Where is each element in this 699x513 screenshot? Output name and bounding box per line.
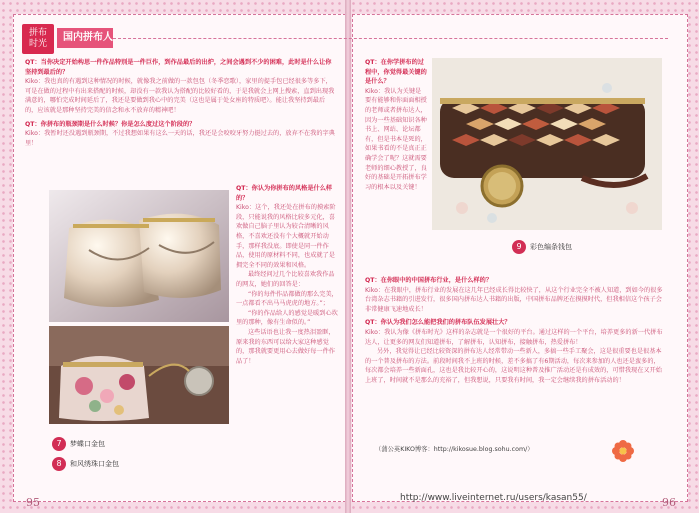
question-6: QT：你认为我们怎么能把我们的拼布队伍发展壮大？ [365,319,511,327]
caption-8 [52,457,119,471]
answer-6-b: 另外，我觉得让已经比较资深的拼布达人经常带动一些新人，多搞一些手工聚会，这是很重要也是很基本的一个普及拼布的方法。前段时间我不上班的时候，差不多搞了有6期活动，每次来参加的人也还是蛮多的，每次都会培养一些新面孔，这也是我比较开心的，这说明这种普及推广活动还是有成效的，可惜我现在又开始上班了，时间就不是那么的充裕了，但我想说，只要我有时间，我一定会继续我的拼布活动的！ [365,348,662,384]
answer-3: Kiko：这个，我还处在拼布的摸索阶段，只能说我的风格比较多元化，喜欢做自己脑子里认为较合清晰的风格，不喜欢还没有个大概就开始动手，那样我没底。即使是同一件作品，使用的原材料不同，也成就了是拥完全不同的效果和风格。 [236,204,336,269]
page-number-left: 95 [26,496,40,509]
answer-3-c: “你的每件作品都做的那么完美，一点都看不出马马虎虎的地方。”； [236,290,338,308]
floral-purse-illustration [49,326,229,424]
question-3: QT：你认为你拼布的风格是什么样的？ [236,185,333,202]
left-column-text [236,184,339,366]
caption-8-text: 和风绣珠口金包 [70,460,119,468]
right-column-text [365,58,427,192]
answer-2: Kiko：我暂时还没遇到瓶颈期，不过我想如果有这么一天的话，我还是会咬咬牙努力挺过去的，放弃不在我的字典里！ [25,130,335,147]
question-5: QT：在你眼中的中国拼布行业，是什么样的？ [365,277,493,284]
answer-5: Kiko：在我眼中，拼布行业的发展在这几年已经成长得比较快了，从这个行业完全不被人知道，到如今的很多台湾杂志书籍的引进发行，很多国内拼布达人书籍的出版，中国拼布品牌还在摸摸时代，但我相信这个孩子会非常健康飞速地成长！ [365,286,663,313]
section-title: 国内拼布人 [57,28,113,48]
question-1: QT：当你决定开始构思一件作品特别是一件巨作，到作品最后的出炉，之间会遇到不少的困难，此时是什么让你坚持到最后的？ [25,59,332,76]
flower-icon [612,440,634,462]
left-top-text [25,58,337,148]
caption-9 [512,240,572,254]
blog-address: （蒲公英KIKO博客：http://kikosue.blog.sohu.com/） [375,446,534,453]
section-badge [22,24,54,54]
answer-6: Kiko：我认为像《拼布时光》这样的杂志就是一个很好的平台。通过这样的一个平台，培养更多的新一代拼布达人，让更多的网友们知道拼布，了解拼布，认知拼布，接触拼布，热爱拼布！ [365,328,663,346]
answer-3-b: 最终经问过几个比较喜欢我作品的网友，她们的回答是： [236,271,335,288]
answer-3-e: 这些话语也让我一度热泪盈眶，原来我的东西可以给大家这种感觉的，那我就要更用心去做好每一件作品了！ [236,328,335,365]
answer-1: Kiko：我也真的有遇到这种情况的时候，就像我之前做的一款包包（冬季恋歌），家里的提手包已经很多等多下，可是在做的过程中有出来搭配的时候，却没有一款我认为搭配的比较好看的，于是我就会上网上搜索，直到出现我满意的，哪怕完成时间延后了，我还是要做到我心中的完美（这也是属于处女座的特质吧）。能让我坚持到最后的，应该就是那种坚持完美的信念和永不放弃的精神吧！ [25,78,335,114]
badge-line-1: 拼布 [28,28,47,38]
flower-svg [612,440,634,462]
page-gutter [345,0,351,513]
watermark-url: http://www.liveinternet.ru/users/kasan55/ [400,493,587,503]
caption-7-number: 7 [52,437,66,451]
answer-3-d: “你的作品给人的感觉是暖到心坎里的那种，像有生命似的。” [236,309,338,327]
caption-9-number: 9 [512,240,526,254]
page-number-right: 96 [662,496,676,509]
satin-bags-illustration [49,190,229,322]
badge-line-2: 时光 [28,39,47,49]
photo-floral-beaded-purse [49,326,229,424]
right-bottom-text [365,276,665,386]
woven-wallet-illustration [432,58,662,230]
caption-7-text: 梦蝶口金包 [70,440,105,448]
photo-satin-clasp-bags [49,190,229,322]
caption-7 [52,437,105,451]
header-rule [113,38,668,40]
answer-4: Kiko：我认为关键是要有能够和你面面相授的老师或者拼布达人，因为一些基础知识各种书上、网站、论坛都有，但是书本是死的，如果书看的不是真正正确学会了呢？这就需要老师的细心教授了，良好的基础是开拓拼布学习的根本以及关键！ [365,87,427,191]
caption-8-number: 8 [52,457,66,471]
photo-woven-wallet [432,58,662,230]
question-2: QT：你拼布的瓶颈期是什么时候？你是怎么度过这个阶段的？ [25,120,196,128]
caption-9-text: 彩色编条钱包 [530,243,572,251]
question-4: QT：在你学拼布的过程中，你觉得最关键的是什么？ [365,59,427,86]
